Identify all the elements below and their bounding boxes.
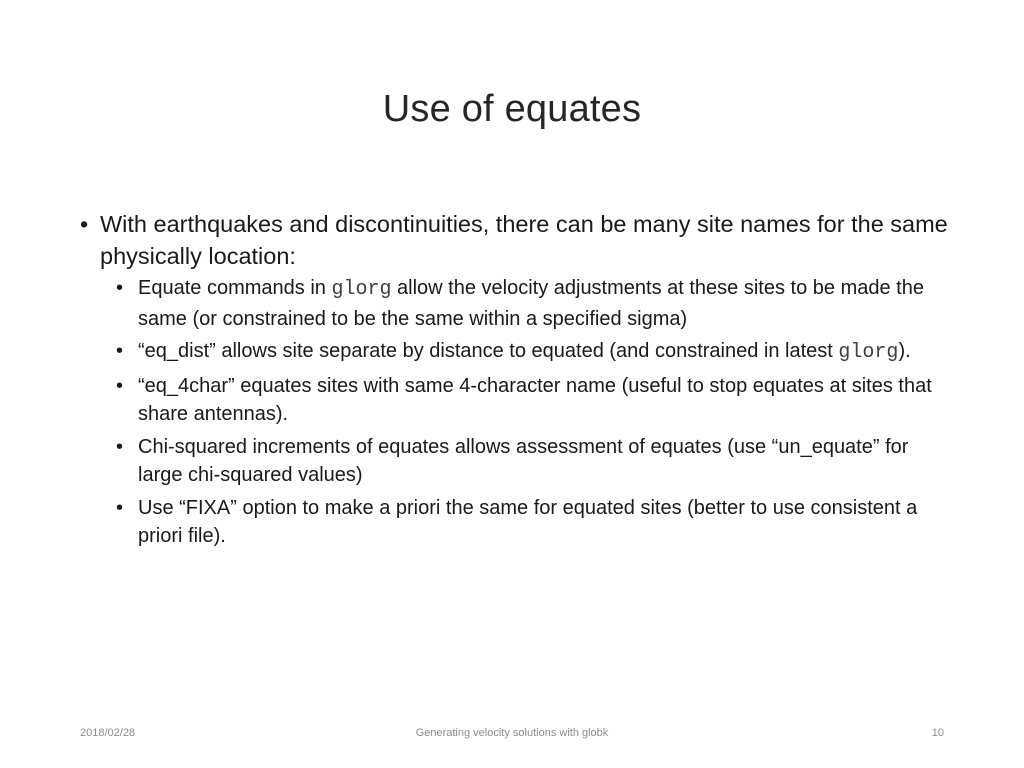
footer-date: 2018/02/28 bbox=[80, 727, 136, 739]
bullet-glyph: • bbox=[116, 277, 124, 299]
code-text: glorg bbox=[838, 341, 899, 364]
sub-bullet-text: “eq_4char” equates sites with same 4-character name (useful to stop equates at sites that share antennas). bbox=[138, 374, 932, 425]
sub-bullet-text: allow the velocity adjustments at these sites to be made the same (or constrained to be the same within a specified sigma) bbox=[138, 277, 924, 330]
main-bullet-text: With earthquakes and discontinuities, there can be many site names for the same physically location: bbox=[100, 211, 948, 269]
bullet-glyph: • bbox=[116, 496, 124, 519]
slide-content bbox=[78, 208, 958, 555]
slide-title: Use of equates bbox=[382, 88, 642, 130]
sub-bullet-3 bbox=[78, 372, 958, 429]
bullet-glyph: • bbox=[80, 211, 89, 237]
page-number: 10 bbox=[931, 727, 944, 739]
sub-bullet-list bbox=[78, 274, 958, 551]
code-text: glorg bbox=[331, 278, 392, 301]
main-bullet bbox=[78, 208, 958, 272]
footer-title: Generating velocity solutions with globk bbox=[415, 727, 609, 739]
sub-bullet-5 bbox=[78, 494, 958, 551]
sub-bullet-4 bbox=[78, 433, 958, 490]
sub-bullet-text: ). bbox=[898, 340, 911, 362]
sub-bullet-text: Use “FIXA” option to make a priori the same for equated sites (better to use consistent a priori file). bbox=[138, 496, 918, 547]
sub-bullet-text: “eq_dist” allows site separate by distance to equated (and constrained in latest bbox=[138, 340, 839, 362]
sub-bullet-2 bbox=[78, 337, 958, 368]
bullet-glyph: • bbox=[116, 374, 124, 397]
sub-bullet-1 bbox=[78, 274, 958, 333]
sub-bullet-text: Equate commands in bbox=[138, 277, 332, 299]
bullet-glyph: • bbox=[116, 435, 124, 458]
sub-bullet-text: Chi-squared increments of equates allows assessment of equates (use “un_equate” for large chi-squared values) bbox=[138, 435, 909, 486]
bullet-glyph: • bbox=[116, 340, 124, 362]
